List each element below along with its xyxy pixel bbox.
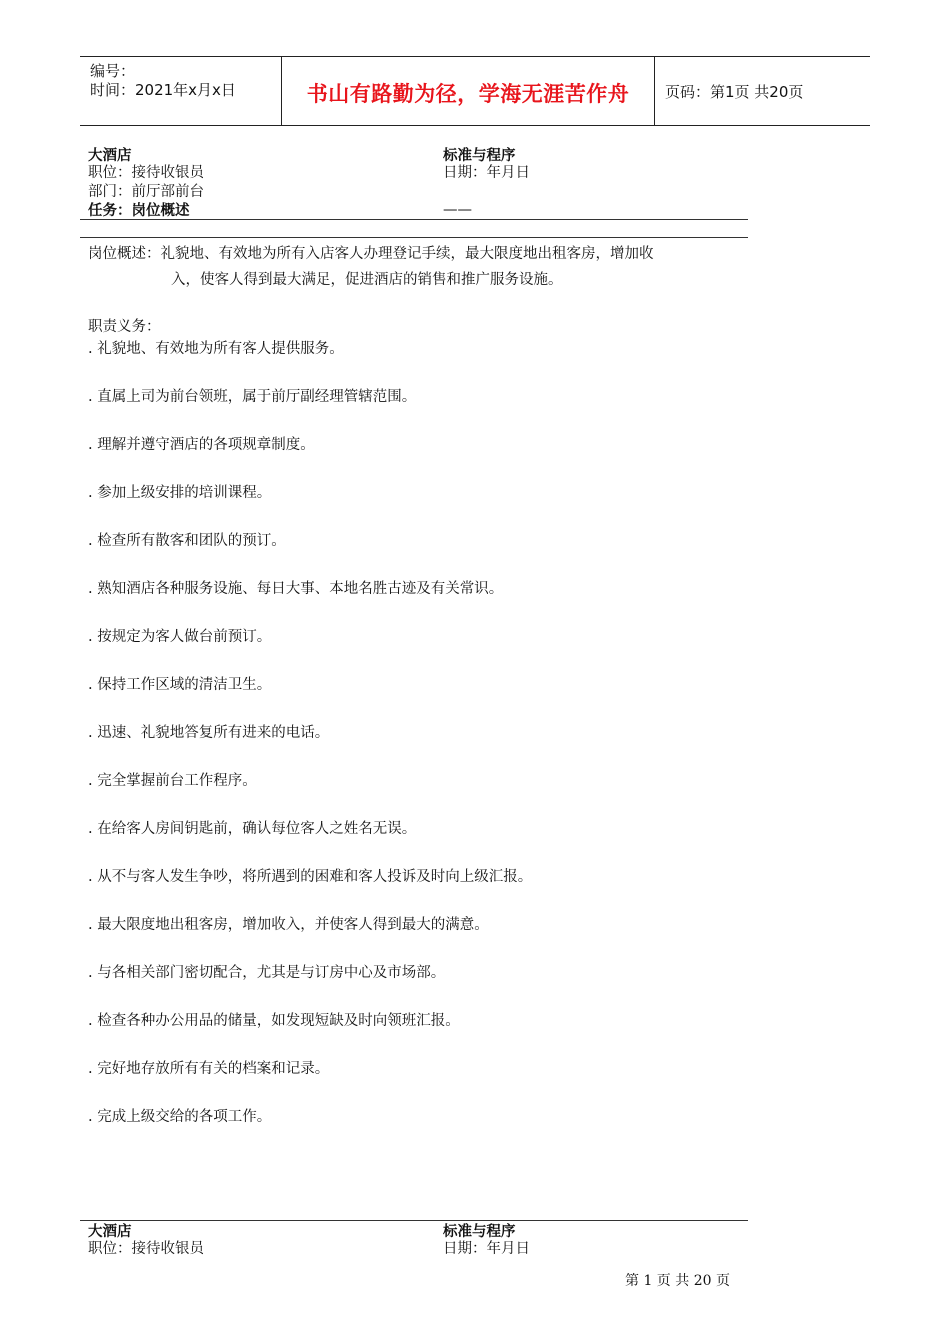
list-item: . 保持工作区域的清洁卫生。 [88,677,272,693]
list-item: . 按规定为客人做台前预订。 [88,629,272,645]
footer-standard-title: 标准与程序 [443,1223,516,1240]
list-item: . 直属上司为前台领班，属于前厅副经理管辖范围。 [88,389,417,405]
hotel-name: 大酒店 [88,147,132,164]
header-page-label: 页码：第1页 共20页 [665,83,804,101]
position-field: 职位：接待收银员 [88,165,204,181]
document-number-label: 编号： [90,62,136,80]
footer-position-field: 职位：接待收银员 [88,1241,204,1257]
list-item: . 礼貌地、有效地为所有客人提供服务。 [88,341,344,357]
list-item: . 检查所有散客和团队的预订。 [88,533,286,549]
list-item: . 在给客人房间钥匙前，确认每位客人之姓名无误。 [88,821,417,837]
department-field: 部门：前厅部前台 [88,184,204,200]
duties-list [88,339,748,1155]
task-field: 任务：岗位概述 [88,202,190,219]
header-motto: 书山有路勤为径，学海无涯苦作舟 [306,81,630,106]
list-item: . 迅速、礼貌地答复所有进来的电话。 [88,725,330,741]
task-dash: —— [443,202,472,218]
overview-line-2: 入，使客人得到最大满足，促进酒店的销售和推广服务设施。 [171,272,563,288]
position-overview [88,241,748,293]
list-item: . 参加上级安排的培训课程。 [88,485,272,501]
standard-title: 标准与程序 [443,147,516,164]
divider-line-2 [80,237,748,238]
footer-divider-line [80,1220,748,1221]
list-item: . 理解并遵守酒店的各项规章制度。 [88,437,315,453]
footer-hotel-name: 大酒店 [88,1223,132,1240]
date-field: 日期：年月日 [443,165,530,181]
document-time-label: 时间：2021年x月x日 [90,81,236,99]
page-number: 第 1 页 共 20 页 [625,1273,730,1289]
list-item: . 完成上级交给的各项工作。 [88,1109,272,1125]
header-page-cell [655,57,870,125]
overview-line-1: 岗位概述：礼貌地、有效地为所有入店客人办理登记手续，最大限度地出租客房，增加收 [88,246,654,262]
list-item: . 最大限度地出租客房，增加收入，并使客人得到最大的满意。 [88,917,489,933]
divider-line [80,219,748,220]
list-item: . 熟知酒店各种服务设施、每日大事、本地名胜古迹及有关常识。 [88,581,504,597]
list-item: . 完好地存放所有有关的档案和记录。 [88,1061,330,1077]
duties-title: 职责义务： [88,319,161,335]
list-item: . 与各相关部门密切配合，尤其是与订房中心及市场部。 [88,965,446,981]
list-item: . 完全掌握前台工作程序。 [88,773,257,789]
footer-date-field: 日期：年月日 [443,1241,530,1257]
header-meta-cell [80,57,282,125]
document-header [80,56,870,126]
list-item: . 从不与客人发生争吵，将所遇到的困难和客人投诉及时向上级汇报。 [88,869,533,885]
list-item: . 检查各种办公用品的储量，如发现短缺及时向领班汇报。 [88,1013,460,1029]
header-motto-cell [282,57,655,125]
